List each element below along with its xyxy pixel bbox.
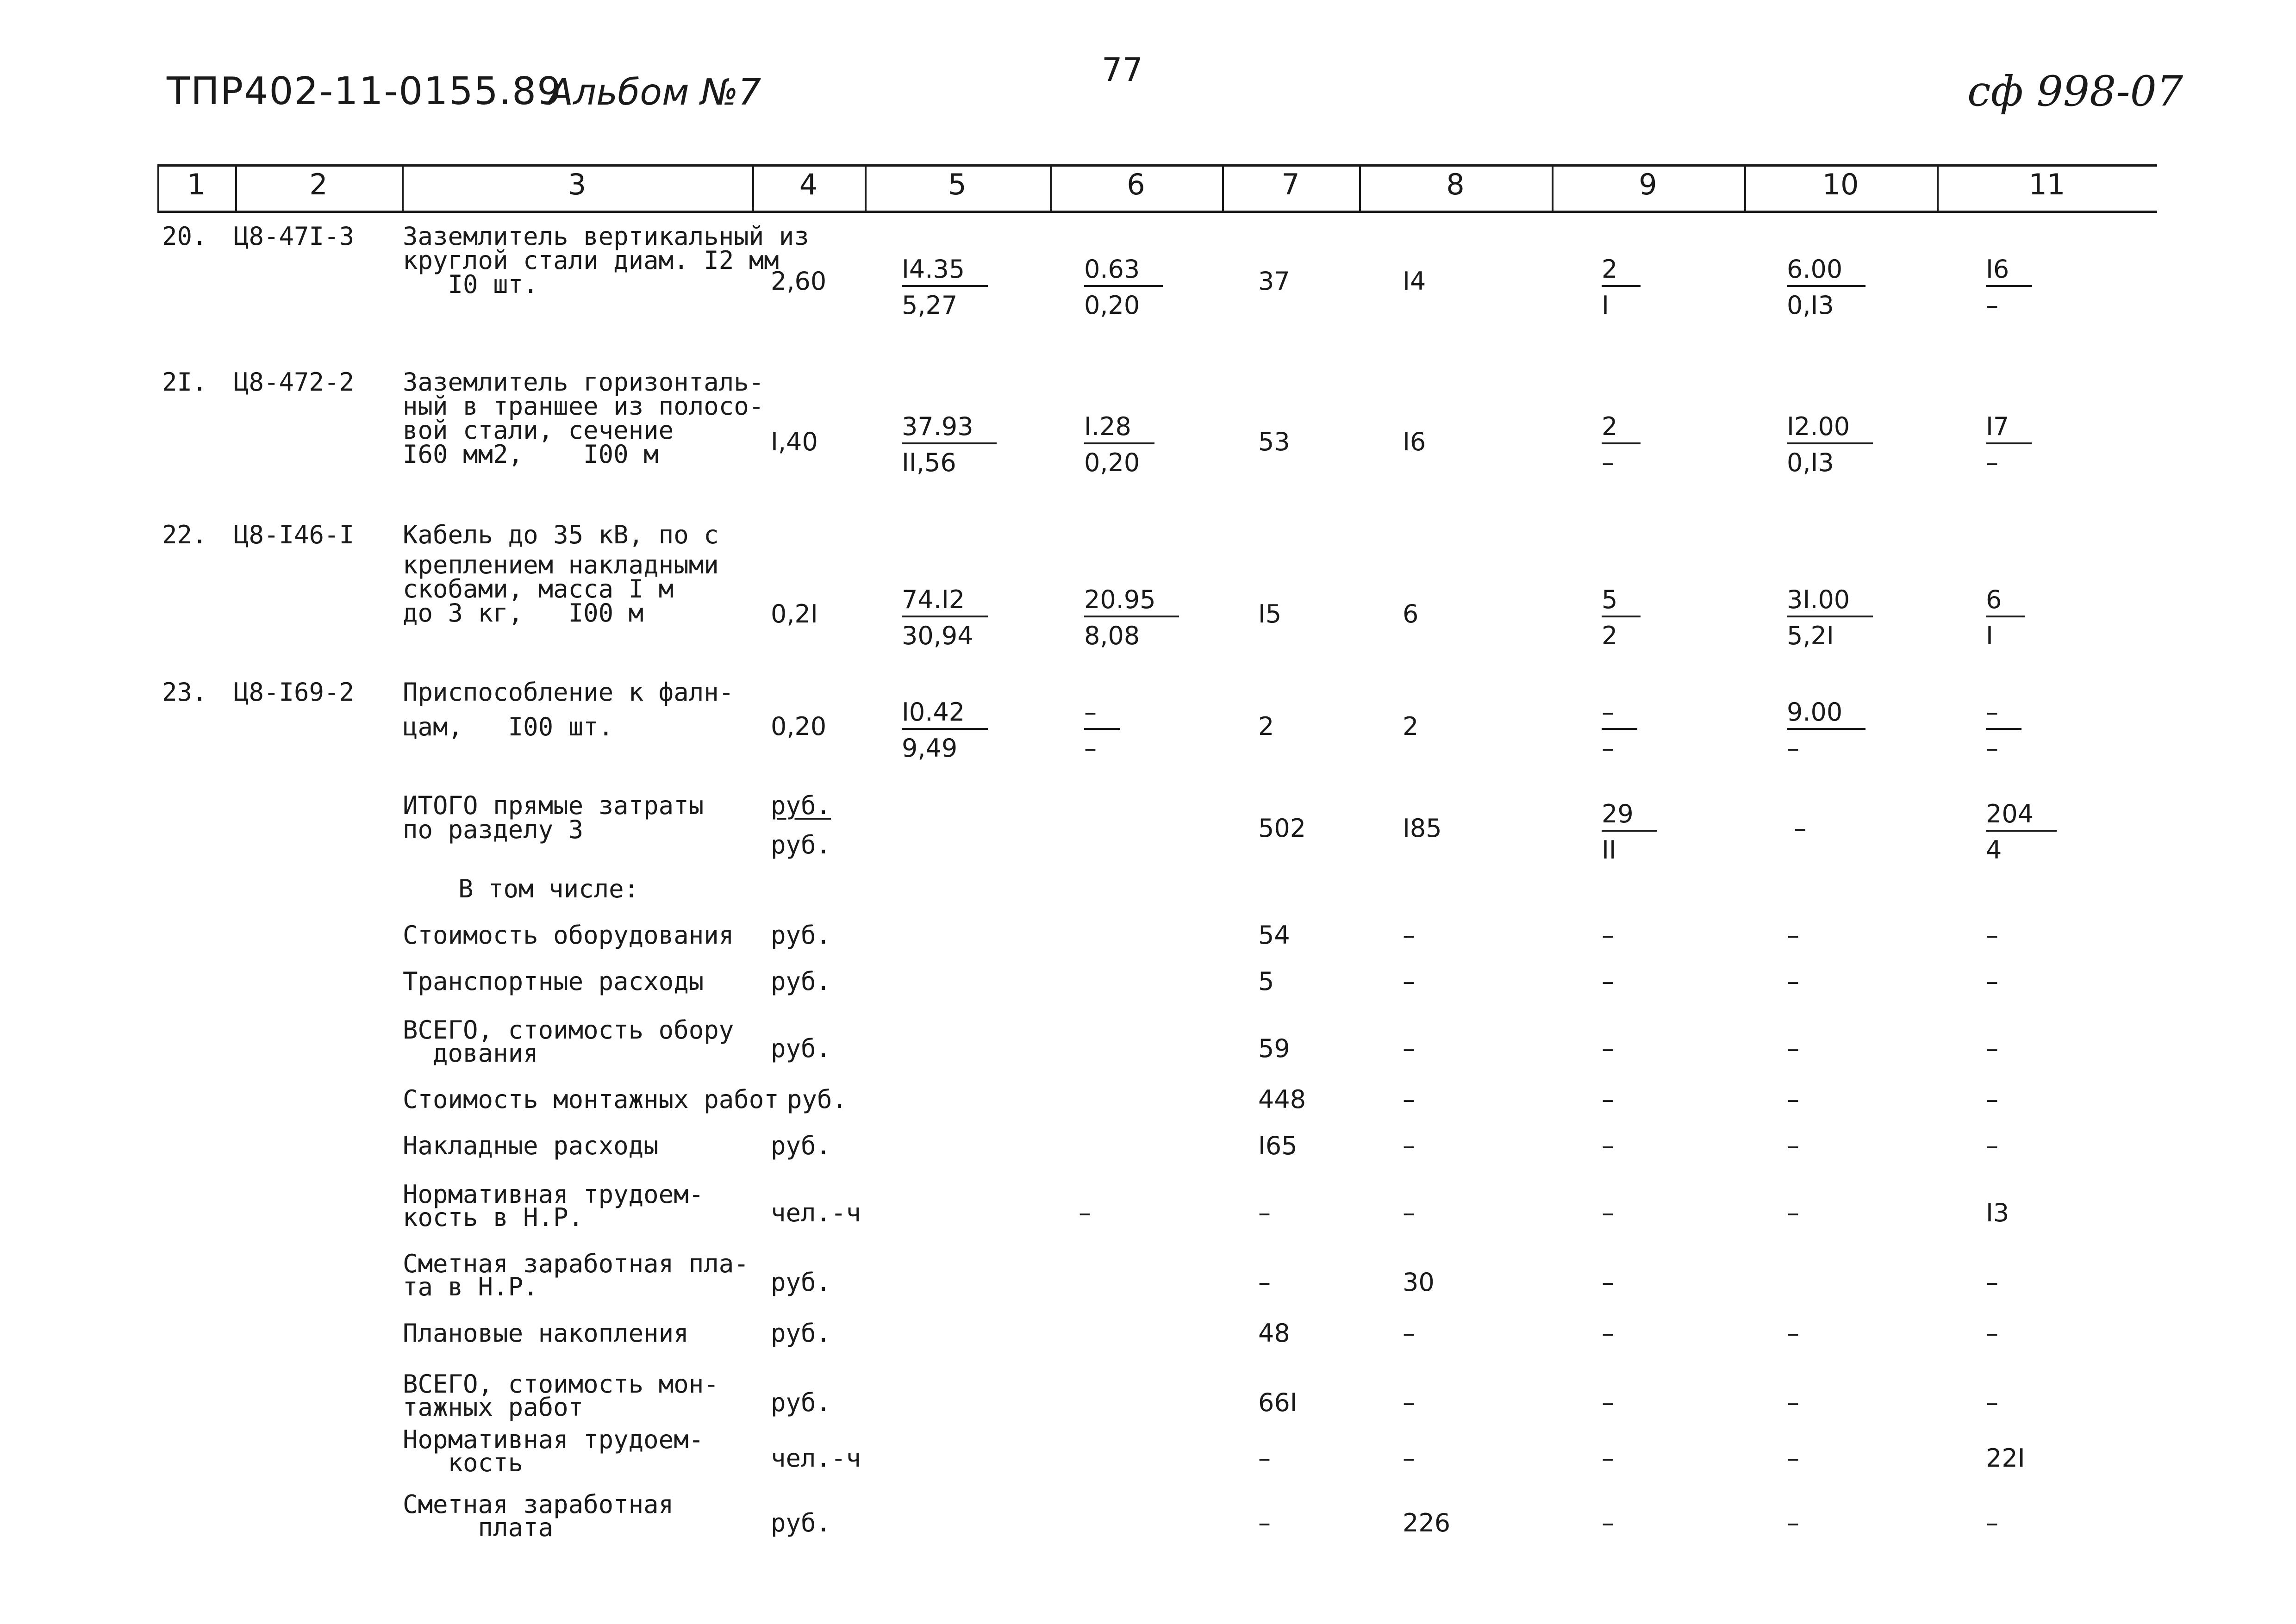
summary-value-c10: – xyxy=(1787,1034,1799,1063)
total-labour-norm: – xyxy=(1794,814,1806,843)
item-description-line: I60 мм2, I00 м xyxy=(403,440,659,469)
item-unit-cost: $\frac{I4.35}{5,27}$ xyxy=(902,254,988,324)
summary-value-c7: 54 xyxy=(1258,921,1290,950)
item-description-line: Приспособление к фалн- xyxy=(403,678,734,707)
summary-value-c9: – xyxy=(1602,1085,1614,1114)
summary-value-c11: I3 xyxy=(1986,1198,2009,1227)
item-wage-cost: $\frac{20.95}{8,08}$ xyxy=(1084,584,1179,654)
summary-unit: руб. xyxy=(771,967,831,996)
item-labour-norm: $\frac{6.00}{0,I3}$ xyxy=(1787,254,1866,324)
item-number: 20. xyxy=(162,222,207,251)
column-number: 3 xyxy=(568,168,586,201)
summary-label-line: Накладные расходы xyxy=(403,1131,659,1160)
summary-unit: руб. xyxy=(771,1388,831,1417)
summary-label-line: Плановые накопления xyxy=(403,1319,689,1348)
album-label: Альбом №7 xyxy=(549,72,761,113)
item-machine-cost: 2 – xyxy=(1602,411,1641,481)
table-top-rule xyxy=(157,164,2157,167)
item-number: 2I. xyxy=(162,367,207,397)
column-number: 1 xyxy=(187,168,206,201)
summary-value-c11: – xyxy=(1986,1508,1998,1537)
summary-unit: руб. xyxy=(771,1034,831,1063)
summary-value-c9: – xyxy=(1602,1034,1614,1063)
summary-value-c8: – xyxy=(1403,1198,1415,1227)
item-labour-norm: $\frac{3I.00}{5,2I}$ xyxy=(1787,584,1873,654)
item-labour-total: I6 – xyxy=(1986,254,2032,324)
summary-unit: руб. xyxy=(771,1268,831,1297)
item-quantity: 0,2I xyxy=(771,599,818,628)
summary-value-c8: – xyxy=(1403,1034,1415,1063)
page-number: 77 xyxy=(1102,51,1143,89)
summary-value-c7: 5 xyxy=(1258,967,1274,996)
summary-value-c11: – xyxy=(1986,967,1998,996)
item-total-wage: I4 xyxy=(1403,267,1426,296)
summary-value-c10: – xyxy=(1787,1319,1799,1348)
summary-value-c10: – xyxy=(1787,921,1799,950)
item-wage-cost: $\frac{0.63}{0,20}$ xyxy=(1084,254,1163,324)
item-unit-cost: $\frac{37.93}{II,56}$ xyxy=(902,411,997,481)
summary-value-c11: – xyxy=(1986,921,1998,950)
item-description-line: Кабель до 35 кВ, по с xyxy=(403,520,719,549)
summary-label-line: плата xyxy=(403,1513,554,1542)
total-label-line: ИТОГО прямые затраты xyxy=(403,791,704,820)
item-description-line: скобами, масса I м xyxy=(403,574,674,604)
total-cost: 502 xyxy=(1258,814,1306,843)
summary-unit: руб. xyxy=(787,1085,848,1114)
summary-value-c8: – xyxy=(1403,1085,1415,1114)
summary-value-c6: – xyxy=(1079,1198,1091,1227)
summary-value-c9: – xyxy=(1602,1508,1614,1537)
summary-value-c7: 66I xyxy=(1258,1388,1298,1417)
summary-label-line: ВСЕГО, стоимость мон- xyxy=(403,1369,719,1399)
column-number: 6 xyxy=(1127,168,1145,201)
summary-label-line: та в Н.Р. xyxy=(403,1272,538,1301)
item-description-line: Заземлитель вертикальный из xyxy=(403,222,809,251)
summary-unit: руб. xyxy=(771,1319,831,1348)
summary-value-c7: 448 xyxy=(1258,1085,1306,1114)
summary-unit: чел.-ч xyxy=(771,1444,861,1473)
item-code: Ц8-I69-2 xyxy=(234,678,355,707)
summary-value-c8: – xyxy=(1403,1444,1415,1473)
summary-label-line: кость в Н.Р. xyxy=(403,1203,584,1232)
summary-value-c9: – xyxy=(1602,1268,1614,1297)
summary-label-line: кость xyxy=(403,1448,524,1477)
total-machine-cost: $\frac{29}{II}$ xyxy=(1602,798,1657,869)
total-unit: руб. xyxy=(771,830,831,859)
summary-value-c8: 226 xyxy=(1403,1508,1451,1537)
item-wage-cost: $\frac{I.28}{0,20}$ xyxy=(1084,411,1154,481)
summary-label-line: Транспортные расходы xyxy=(403,967,704,996)
summary-value-c11: – xyxy=(1986,1388,1998,1417)
summary-label-line: дования xyxy=(403,1039,538,1068)
item-labour-total: I7 – xyxy=(1986,411,2032,481)
summary-label-line: тажных работ xyxy=(403,1393,584,1422)
column-number: 7 xyxy=(1281,168,1300,201)
summary-value-c10: – xyxy=(1787,967,1799,996)
item-description-line: креплением накладными xyxy=(403,550,719,579)
summary-value-c7: – xyxy=(1258,1198,1271,1227)
summary-value-c9: – xyxy=(1602,1198,1614,1227)
summary-label-line: Нормативная трудоем- xyxy=(403,1180,704,1209)
item-total-cost: I5 xyxy=(1258,599,1282,628)
summary-value-c7: – xyxy=(1258,1444,1271,1473)
item-wage-cost: – – xyxy=(1084,697,1120,767)
item-total-cost: 2 xyxy=(1258,712,1274,741)
item-total-wage: 6 xyxy=(1403,599,1419,628)
summary-value-c7: – xyxy=(1258,1268,1271,1297)
summary-unit: руб. xyxy=(771,921,831,950)
including-label: В том числе: xyxy=(458,874,639,903)
item-description-line: I0 шт. xyxy=(403,270,538,299)
column-number: 10 xyxy=(1822,168,1859,201)
item-description-line: Заземлитель горизонталь- xyxy=(403,367,764,397)
item-total-wage: 2 xyxy=(1403,712,1419,741)
item-quantity: 2,60 xyxy=(771,267,827,296)
summary-value-c7: I65 xyxy=(1258,1131,1298,1160)
column-number: 2 xyxy=(309,168,328,201)
item-labour-norm: $\frac{I2.00}{0,I3}$ xyxy=(1787,411,1873,481)
summary-value-c11: – xyxy=(1986,1268,1998,1297)
total-wage: I85 xyxy=(1403,814,1442,843)
item-quantity: 0,20 xyxy=(771,712,827,741)
summary-unit: руб. xyxy=(771,1508,831,1537)
summary-value-c9: – xyxy=(1602,921,1614,950)
summary-value-c9: – xyxy=(1602,1131,1614,1160)
summary-value-c9: – xyxy=(1602,1444,1614,1473)
summary-label-line: Сметная заработная пла- xyxy=(403,1249,749,1278)
summary-value-c11: – xyxy=(1986,1319,1998,1348)
item-number: 22. xyxy=(162,520,207,549)
summary-value-c10: – xyxy=(1787,1085,1799,1114)
summary-value-c7: – xyxy=(1258,1508,1271,1537)
item-labour-total: – – xyxy=(1986,697,2021,767)
summary-unit: руб. xyxy=(771,1131,831,1160)
summary-value-c11: – xyxy=(1986,1034,1998,1063)
item-number: 23. xyxy=(162,678,207,707)
item-quantity: I,40 xyxy=(771,427,818,456)
summary-value-c10: – xyxy=(1787,1508,1799,1537)
item-total-cost: 37 xyxy=(1258,267,1290,296)
summary-value-c7: 59 xyxy=(1258,1034,1290,1063)
summary-value-c9: – xyxy=(1602,1319,1614,1348)
column-number: 11 xyxy=(2028,168,2065,201)
item-total-cost: 53 xyxy=(1258,427,1290,456)
summary-value-c8: – xyxy=(1403,1388,1415,1417)
table-header-rule xyxy=(157,211,2157,213)
summary-value-c9: – xyxy=(1602,967,1614,996)
item-labour-norm: 9.00 – xyxy=(1787,697,1866,767)
total-label-line: по разделу 3 xyxy=(403,815,584,844)
summary-value-c8: – xyxy=(1403,1131,1415,1160)
column-number: 4 xyxy=(799,168,818,201)
summary-value-c11: – xyxy=(1986,1085,1998,1114)
item-description-line: ный в траншее из полосо- xyxy=(403,392,764,421)
summary-label-line: Стоимость монтажных работ xyxy=(403,1085,779,1114)
column-number: 5 xyxy=(948,168,967,201)
summary-value-c10: – xyxy=(1787,1131,1799,1160)
summary-value-c9: – xyxy=(1602,1388,1614,1417)
summary-value-c10: – xyxy=(1787,1444,1799,1473)
summary-value-c8: – xyxy=(1403,1319,1415,1348)
item-description-line: круглой стали диам. I2 мм xyxy=(403,246,779,275)
item-description-line: цам, I00 шт. xyxy=(403,712,614,741)
summary-label-line: Нормативная трудоем- xyxy=(403,1425,704,1454)
summary-value-c11: 22I xyxy=(1986,1444,2025,1473)
item-code: Ц8-I46-I xyxy=(234,520,355,549)
item-code: Ц8-472-2 xyxy=(234,367,355,397)
total-unit: руб. xyxy=(771,791,831,820)
summary-value-c10: – xyxy=(1787,1198,1799,1227)
summary-value-c11: – xyxy=(1986,1131,1998,1160)
column-number: 8 xyxy=(1446,168,1465,201)
total-labour-total: $\frac{204}{4}$ xyxy=(1986,798,2057,869)
item-machine-cost: $\frac{5}{2}$ xyxy=(1602,584,1641,654)
item-code: Ц8-47I-3 xyxy=(234,222,355,251)
item-machine-cost: $\frac{2}{I}$ xyxy=(1602,254,1641,324)
summary-label-line: Стоимость оборудования xyxy=(403,921,734,950)
right-corner-code: сф 998-07 xyxy=(1967,67,2184,116)
column-number: 9 xyxy=(1639,168,1657,201)
summary-value-c8: 30 xyxy=(1403,1268,1435,1297)
summary-unit: чел.-ч xyxy=(771,1198,861,1227)
summary-label-line: ВСЕГО, стоимость обору xyxy=(403,1015,734,1045)
item-unit-cost: $\frac{I0.42}{9,49}$ xyxy=(902,697,988,767)
summary-value-c10: – xyxy=(1787,1388,1799,1417)
summary-value-c8: – xyxy=(1403,967,1415,996)
item-description-line: до 3 кг, I00 м xyxy=(403,598,644,628)
summary-value-c8: – xyxy=(1403,921,1415,950)
item-total-wage: I6 xyxy=(1403,427,1426,456)
item-description-line: вой стали, сечение xyxy=(403,416,674,445)
item-labour-total: $\frac{6}{I}$ xyxy=(1986,584,2025,654)
item-machine-cost: – – xyxy=(1602,697,1637,767)
item-unit-cost: $\frac{74.I2}{30,94}$ xyxy=(902,584,988,654)
summary-value-c7: 48 xyxy=(1258,1319,1290,1348)
document-code: ТПР402-11-0155.89 xyxy=(167,69,562,113)
summary-label-line: Сметная заработная xyxy=(403,1490,674,1519)
